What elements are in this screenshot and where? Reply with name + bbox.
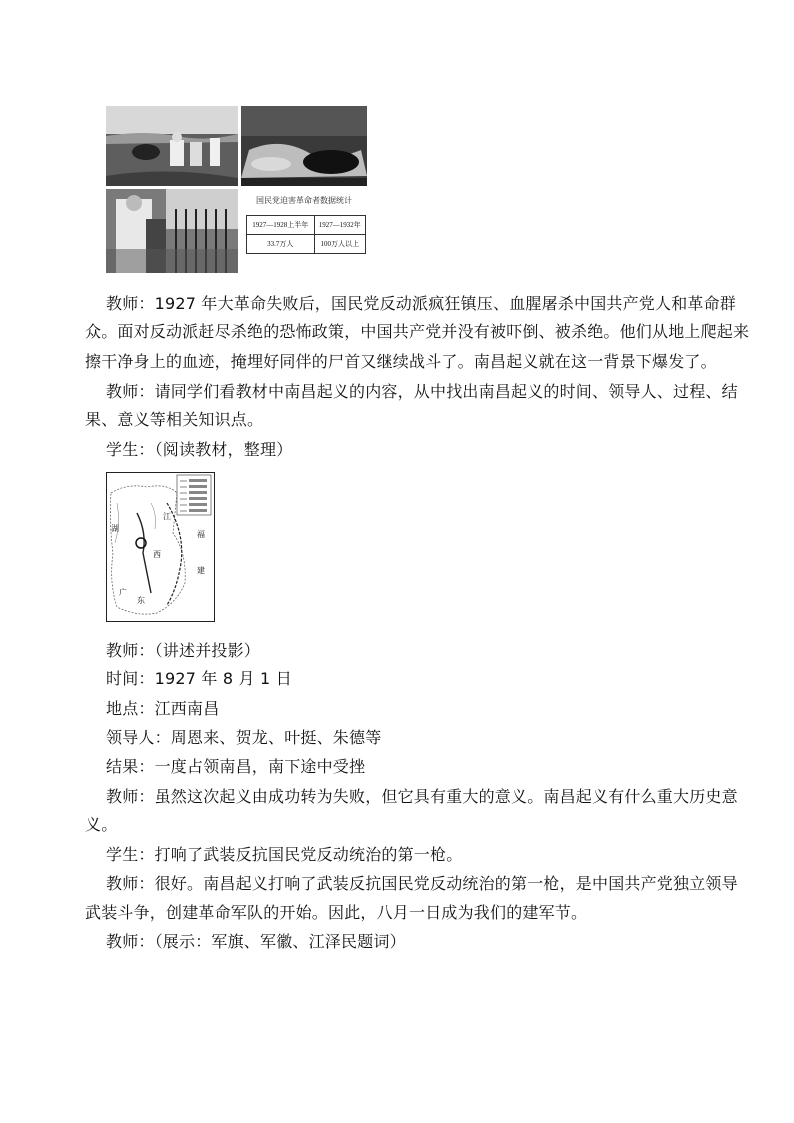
paragraph-line: 学生：打响了武装反抗国民党反动统治的第一枪。 <box>106 845 463 864</box>
map-label-jian: 建 <box>197 566 205 575</box>
stats-value-2: 100万人以上 <box>314 235 366 254</box>
nanchang-uprising-route-map <box>106 472 215 622</box>
stats-header-2: 1927—1932年 <box>314 216 366 235</box>
paragraph-line: 地点：江西南昌 <box>106 699 220 718</box>
stats-table-title: 国民党迫害革命者数据统计 <box>256 196 352 205</box>
paragraph-line: 教师：请同学们看教材中南昌起义的内容，从中找出南昌起义的时间、领导人、过程、结 <box>106 382 738 401</box>
stats-table <box>246 215 366 254</box>
historical-photo-victims <box>241 106 367 186</box>
paragraph-line: 领导人：周恩来、贺龙、叶挺、朱德等 <box>106 728 382 747</box>
stats-value-1: 33.7万人 <box>247 235 315 254</box>
paragraph-line: 教师：1927 年大革命失败后，国民党反动派疯狂镇压、血腥屠杀中国共产党人和革命群 <box>106 294 737 313</box>
paragraph-line: 擦干净身上的血迹，掩埋好同伴的尸首又继续战斗了。南昌起义就在这一背景下爆发了。 <box>85 352 717 371</box>
paragraph-line: 义。 <box>85 815 118 834</box>
paragraph-line: 教师：（展示：军旗、军徽、江泽民题词） <box>106 932 406 951</box>
paragraph-line: 众。面对反动派赶尽杀绝的恐怖政策，中国共产党并没有被吓倒、被杀绝。他们从地上爬起来 <box>85 322 750 341</box>
map-label-hu: 湖 <box>111 524 119 533</box>
map-label-jiang: 江 <box>163 512 171 521</box>
paragraph-line: 教师：（讲述并投影） <box>106 641 261 660</box>
paragraph-line: 时间：1927 年 8 月 1 日 <box>106 669 292 688</box>
historical-photo-execution <box>106 106 238 186</box>
paragraph-line: 教师：很好。南昌起义打响了武装反抗国民党反动统治的第一枪，是中国共产党独立领导 <box>106 874 738 893</box>
paragraph-line: 结果：一度占领南昌，南下途中受挫 <box>106 757 366 776</box>
map-label-fu: 福 <box>197 530 205 539</box>
map-label-guang: 广 <box>119 588 127 597</box>
paragraph-line: 学生：（阅读教材，整理） <box>106 440 293 459</box>
map-label-xi: 西 <box>153 550 161 559</box>
stats-header-1: 1927—1928上半年 <box>247 216 315 235</box>
persecution-statistics-table <box>241 189 367 273</box>
paragraph-line: 武装斗争，创建革命军队的开始。因此，八月一日成为我们的建军节。 <box>85 903 588 922</box>
historical-photo-prisoners <box>106 189 238 273</box>
paragraph-line: 果、意义等相关知识点。 <box>85 410 264 429</box>
paragraph-line: 教师：虽然这次起义由成功转为失败，但它具有重大的意义。南昌起义有什么重大历史意 <box>106 787 738 806</box>
map-label-dong: 东 <box>137 596 145 605</box>
